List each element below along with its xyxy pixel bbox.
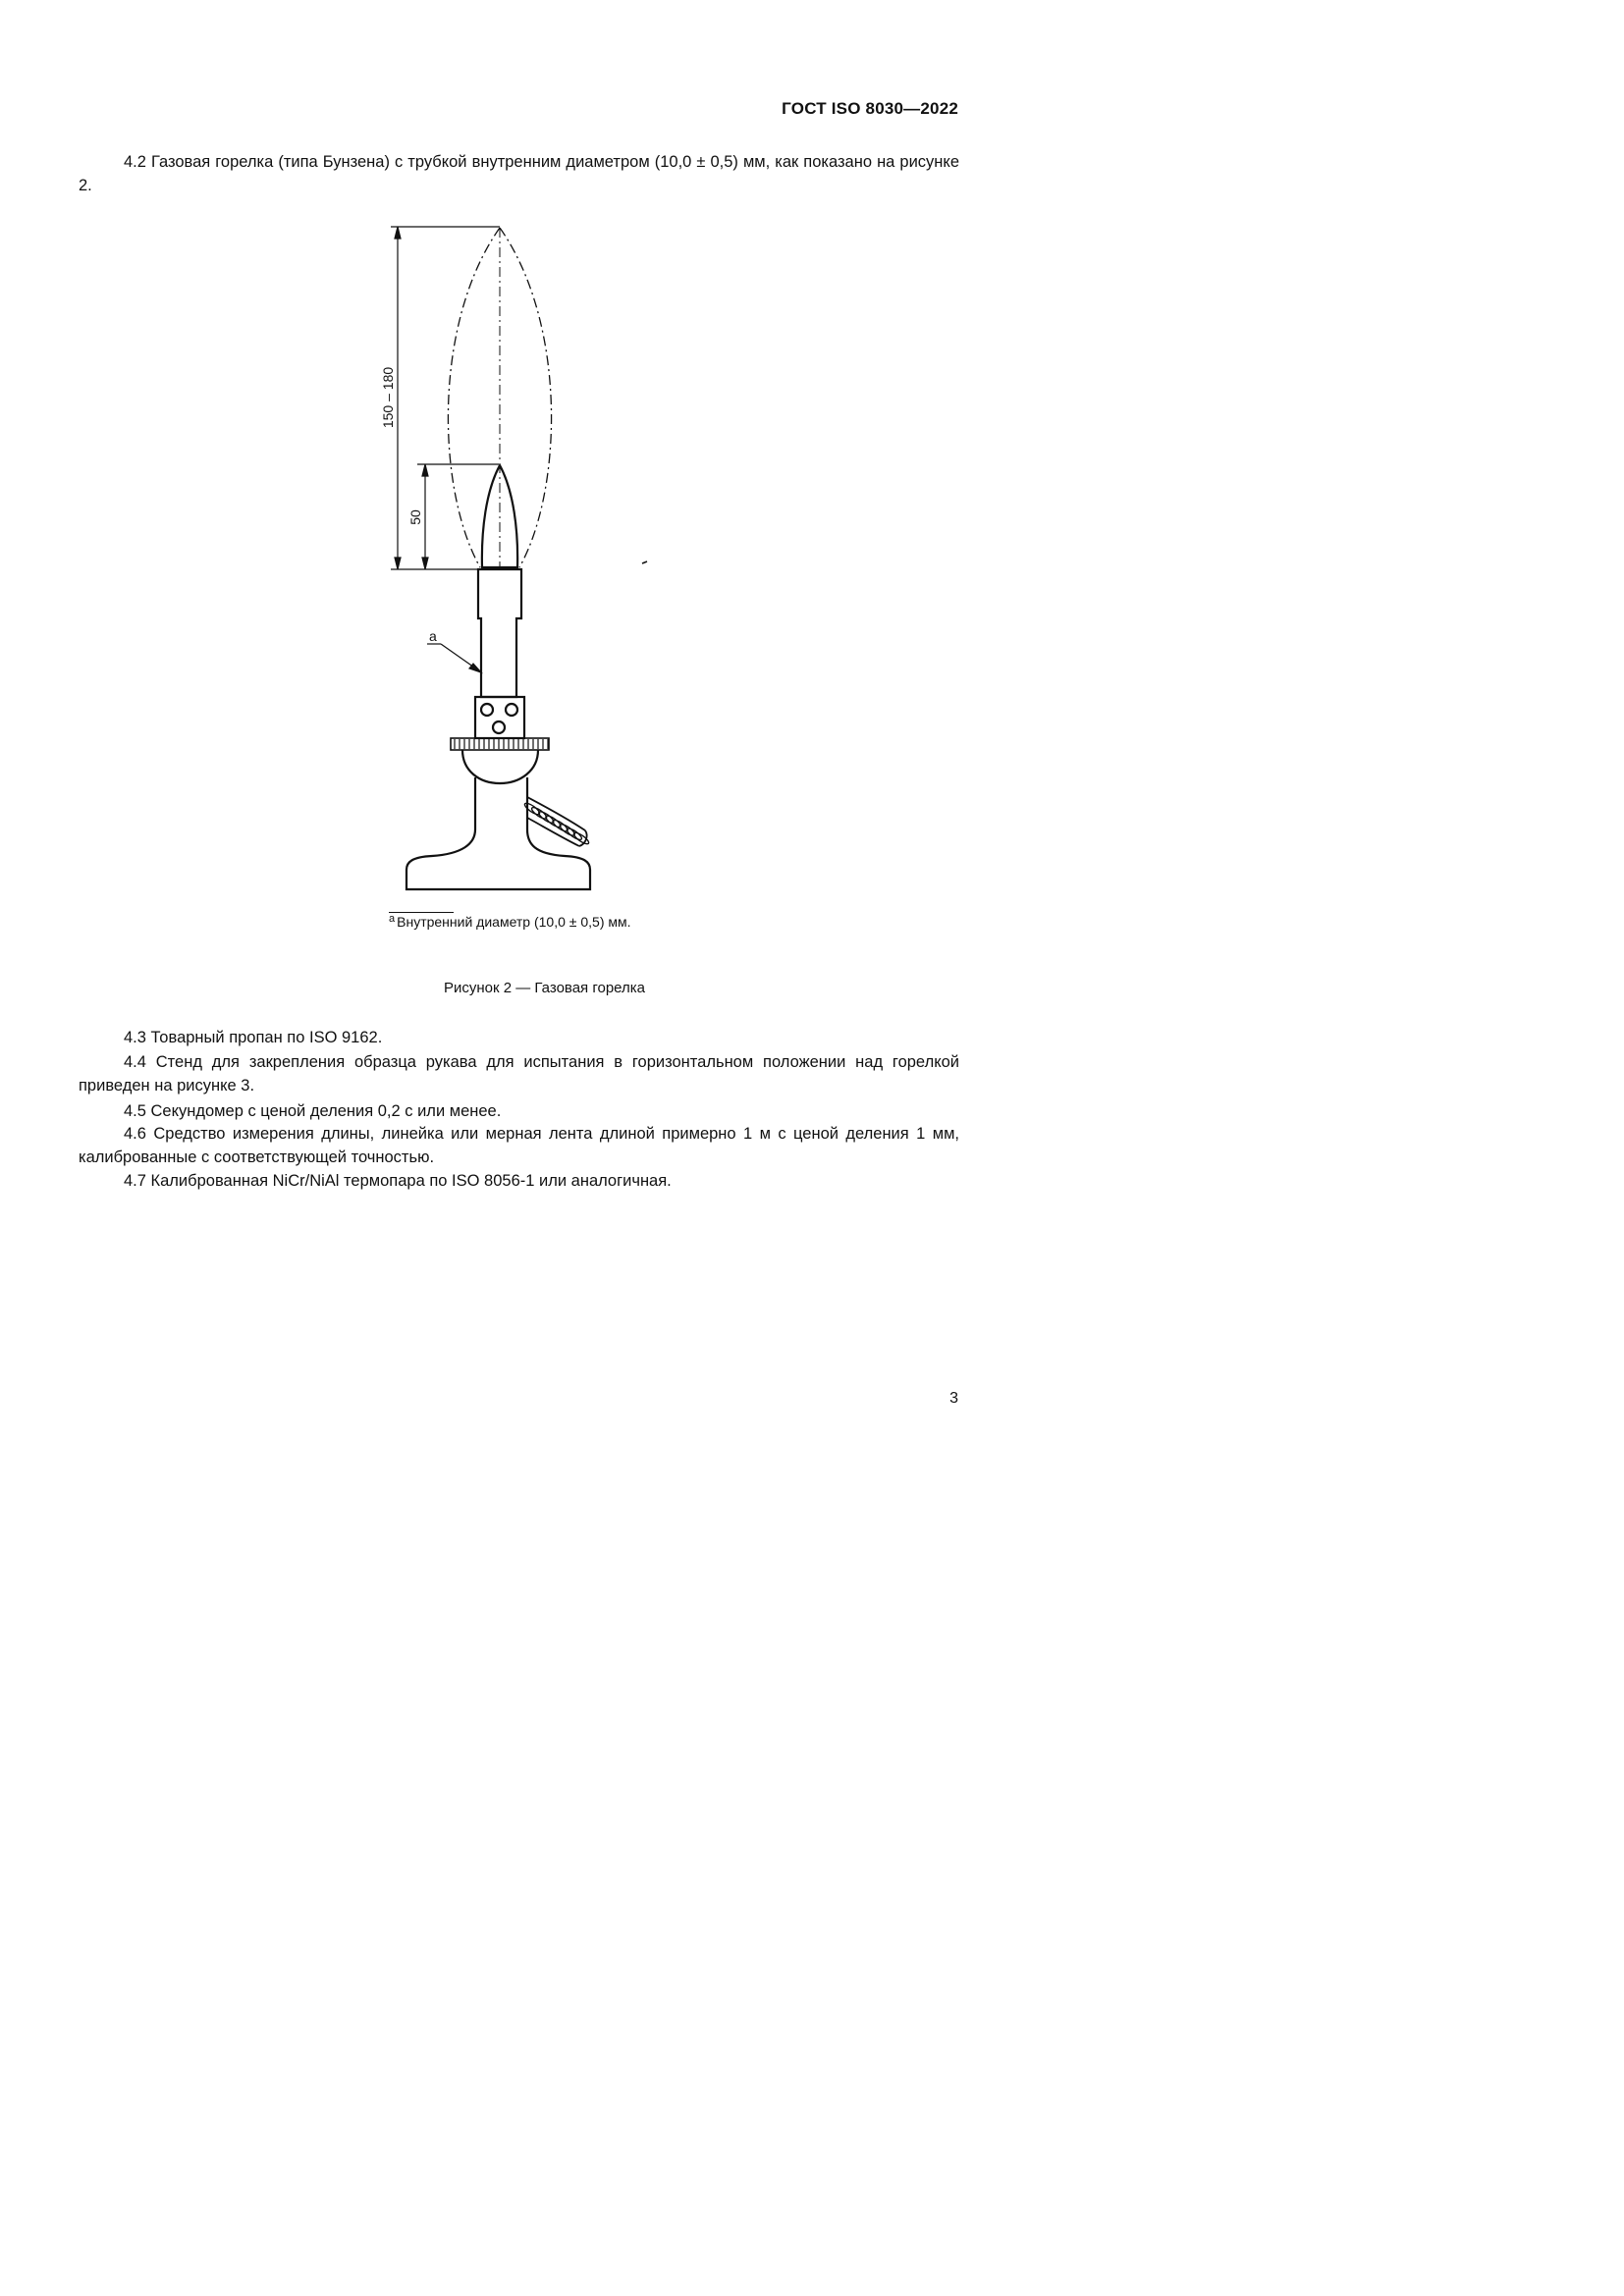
dimension-label-total: 150 – 180 bbox=[380, 366, 396, 429]
burner-tube bbox=[478, 569, 521, 697]
paragraph-4-6: 4.6 Средство измерения длины, линейка или мерная лента длиной примерно 1 м с ценой деления 1 мм, калиброванные с соответствующей точностью. bbox=[79, 1125, 959, 1166]
dimension-label-inner: 50 bbox=[407, 509, 423, 525]
burner-base bbox=[406, 777, 590, 889]
burner-figure bbox=[363, 211, 677, 903]
paragraph-4-2: 4.2 Газовая горелка (типа Бунзена) с трубкой внутренним диаметром (10,0 ± 0,5) мм, как показано на рисунке 2. bbox=[79, 153, 959, 194]
paragraph-4-4: 4.4 Стенд для закрепления образца рукава для испытания в горизонтальном положении над горелкой приведен на рисунке 3. bbox=[79, 1053, 959, 1095]
paragraph-4-3: 4.3 Товарный пропан по ISO 9162. bbox=[124, 1029, 383, 1046]
footnote-text: Внутренний диаметр (10,0 ± 0,5) мм. bbox=[397, 914, 631, 930]
callout-label: a bbox=[429, 628, 437, 644]
knurled-collar bbox=[451, 738, 549, 750]
document-code: ГОСТ ISO 8030—2022 bbox=[782, 99, 958, 118]
paragraph-4-5: 4.5 Секундомер с ценой деления 0,2 с или менее. bbox=[124, 1102, 502, 1120]
figure-caption: Рисунок 2 — Газовая горелка bbox=[443, 980, 645, 996]
paragraph-4-7: 4.7 Калиброванная NiCr/NiAl термопара по ISO 8056-1 или аналогичная. bbox=[124, 1172, 672, 1190]
figure-footnote bbox=[389, 913, 631, 930]
page-number: 3 bbox=[949, 1390, 958, 1407]
air-regulator bbox=[475, 697, 524, 738]
footnote-marker: a bbox=[389, 913, 396, 925]
stray-mark bbox=[642, 561, 647, 563]
